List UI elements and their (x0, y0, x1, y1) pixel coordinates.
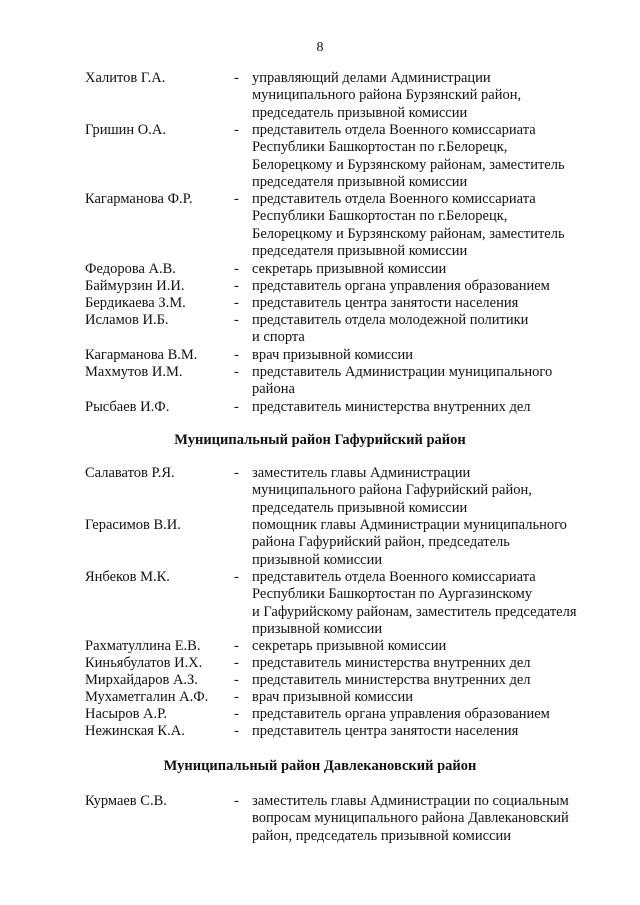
member-name: Кагарманова Ф.Р. (85, 191, 193, 207)
dash: - (234, 278, 239, 294)
section-heading-davlekanovsky: Муниципальный район Давлекановский район (163, 758, 477, 774)
section-heading-gafuriysky: Муниципальный район Гафурийский район (174, 432, 466, 448)
member-name: Салаватов Р.Я. (85, 465, 175, 481)
dash: - (234, 723, 239, 739)
dash: - (234, 706, 239, 722)
member-name: Мирхайдаров А.З. (85, 672, 198, 688)
dash: - (234, 261, 239, 277)
member-name: Федорова А.В. (85, 261, 176, 277)
dash: - (234, 689, 239, 705)
member-role: представитель Администрации муниципального района (252, 364, 553, 398)
member-role: представитель органа управления образованием (252, 706, 550, 722)
page-number: 8 (316, 40, 324, 55)
member-name: Насыров А.Р. (85, 706, 168, 722)
member-name: Бердикаева З.М. (85, 295, 186, 311)
member-role: представитель отдела Военного комиссариата Республики Башкортостан по г.Белорецк, Белорецкому и Бурзянскому районам, заместитель председателя призывной комиссии (252, 191, 565, 259)
member-role: представитель центра занятости населения (252, 295, 519, 311)
dash: - (234, 672, 239, 688)
member-role: представитель центра занятости населения (252, 723, 519, 739)
dash: - (234, 465, 239, 481)
member-role: врач призывной комиссии (252, 347, 413, 363)
dash: - (234, 569, 239, 585)
member-name: Рахматуллина Е.В. (85, 638, 201, 654)
member-role: представитель отдела Военного комиссариата Республики Башкортостан по Аургазинскому и Гафурийскому районам, заместитель председателя призывной комиссии (252, 569, 577, 637)
member-name: Мухаметгалин А.Ф. (85, 689, 209, 705)
member-role: заместитель главы Администрации по социальным вопросам муниципального района Давлекановский район, председатель призывной комиссии (252, 793, 569, 844)
member-name: Исламов И.Б. (85, 312, 169, 328)
member-role: секретарь призывной комиссии (252, 261, 447, 277)
dash: - (234, 399, 239, 415)
dash: - (234, 347, 239, 363)
dash: - (234, 655, 239, 671)
member-role: врач призывной комиссии (252, 689, 413, 705)
member-name: Янбеков М.К. (85, 569, 170, 585)
dash: - (234, 122, 239, 138)
member-name: Гришин О.А. (85, 122, 166, 138)
member-name: Нежинская К.А. (85, 723, 185, 739)
member-role: представитель отдела Военного комиссариата Республики Башкортостан по г.Белорецк, Белорецкому и Бурзянскому районам, заместитель председателя призывной комиссии (252, 122, 565, 190)
dash: - (234, 312, 239, 328)
member-role: представитель отдела молодежной политики и спорта (252, 312, 529, 346)
member-name: Махмутов И.М. (85, 364, 183, 380)
member-name: Кагарманова В.М. (85, 347, 198, 363)
dash: - (234, 638, 239, 654)
dash: - (234, 295, 239, 311)
dash: - (234, 364, 239, 380)
dash: - (234, 70, 239, 86)
member-role: заместитель главы Администрации муниципального района Гафурийский район, председатель призывной комиссии (252, 465, 532, 516)
member-role: представитель министерства внутренних дел (252, 655, 531, 671)
member-role: управляющий делами Администрации муниципального района Бурзянский район, председатель призывной комиссии (252, 70, 522, 121)
member-role: представитель министерства внутренних дел (252, 672, 531, 688)
member-name: Герасимов В.И. (85, 517, 181, 533)
member-name: Баймурзин И.И. (85, 278, 185, 294)
member-role: представитель органа управления образованием (252, 278, 550, 294)
member-name: Рысбаев И.Ф. (85, 399, 170, 415)
member-role: помощник главы Администрации муниципального района Гафурийский район, председатель призывной комиссии (252, 517, 567, 568)
member-name: Халитов Г.А. (85, 70, 166, 86)
dash: - (234, 191, 239, 207)
member-name: Киньябулатов И.Х. (85, 655, 203, 671)
member-role: представитель министерства внутренних дел (252, 399, 531, 415)
member-name: Курмаев С.В. (85, 793, 167, 809)
member-role: секретарь призывной комиссии (252, 638, 447, 654)
dash: - (234, 793, 239, 809)
